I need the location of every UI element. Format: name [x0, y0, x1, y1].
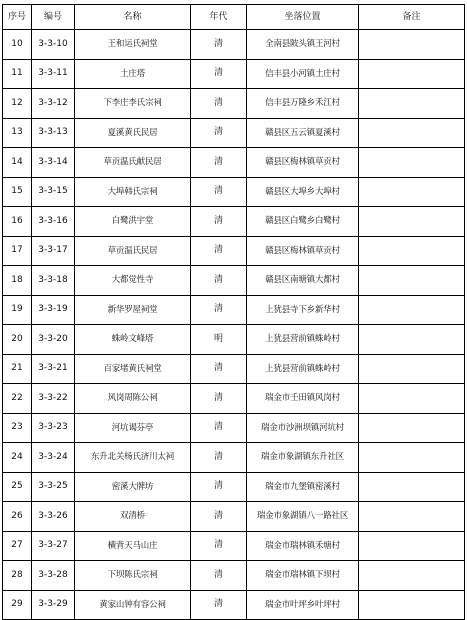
cell-remark — [359, 443, 465, 473]
cell-seq: 28 — [3, 561, 32, 591]
cell-location: 赣县区白鹭乡白鹭村 — [247, 207, 359, 237]
table-row — [3, 177, 465, 207]
cell-name: 下李庄李氏宗祠 — [75, 89, 191, 119]
cell-location: 上犹县寺下乡新华村 — [247, 295, 359, 325]
cell-name: 草贡温氏献民居 — [75, 148, 191, 178]
cell-remark — [359, 30, 465, 60]
cell-seq: 27 — [3, 531, 32, 561]
cell-seq: 18 — [3, 266, 32, 296]
cell-remark — [359, 472, 465, 502]
cell-location: 信丰县万隆乡禾江村 — [247, 89, 359, 119]
cell-era: 清 — [191, 148, 247, 178]
cell-era: 清 — [191, 384, 247, 414]
header-row — [3, 5, 465, 30]
cell-location: 瑞金市瑞林镇下坝村 — [247, 561, 359, 591]
cell-seq: 20 — [3, 325, 32, 355]
cell-era: 清 — [191, 89, 247, 119]
table-row — [3, 472, 465, 502]
cell-code: 3-3-19 — [32, 295, 75, 325]
cell-code: 3-3-20 — [32, 325, 75, 355]
cell-era: 清 — [191, 236, 247, 266]
cell-code: 3-3-28 — [32, 561, 75, 591]
cell-era: 清 — [191, 266, 247, 296]
cell-remark — [359, 561, 465, 591]
table-row — [3, 384, 465, 414]
cell-location: 赣县区大埠乡大埠村 — [247, 177, 359, 207]
cell-remark — [359, 590, 465, 620]
cell-remark — [359, 325, 465, 355]
cell-seq: 10 — [3, 30, 32, 60]
cell-remark — [359, 413, 465, 443]
cell-name: 白鹭洪宇堂 — [75, 207, 191, 237]
cell-name: 大埠韩氏宗祠 — [75, 177, 191, 207]
cell-era: 清 — [191, 590, 247, 620]
cell-remark — [359, 148, 465, 178]
cell-name: 大都觉性寺 — [75, 266, 191, 296]
cell-seq: 11 — [3, 59, 32, 89]
cell-seq: 21 — [3, 354, 32, 384]
cell-code: 3-3-18 — [32, 266, 75, 296]
table-row — [3, 590, 465, 620]
cell-remark — [359, 59, 465, 89]
cell-name: 夏溪黄氏民居 — [75, 118, 191, 148]
cell-name: 土庄塔 — [75, 59, 191, 89]
cell-location: 瑞金市壬田镇风岗村 — [247, 384, 359, 414]
cell-code: 3-3-21 — [32, 354, 75, 384]
header-era: 年代 — [191, 5, 247, 30]
cell-code: 3-3-22 — [32, 384, 75, 414]
cell-remark — [359, 354, 465, 384]
table-body — [3, 30, 465, 620]
table-row — [3, 354, 465, 384]
table-row — [3, 502, 465, 532]
cell-seq: 14 — [3, 148, 32, 178]
header-name: 名称 — [75, 5, 191, 30]
cell-name: 双清桥 — [75, 502, 191, 532]
cell-era: 清 — [191, 472, 247, 502]
cell-location: 全南县陂头镇王河村 — [247, 30, 359, 60]
table-row — [3, 325, 465, 355]
cell-seq: 19 — [3, 295, 32, 325]
cell-location: 赣县区五云镇夏溪村 — [247, 118, 359, 148]
cell-remark — [359, 384, 465, 414]
cell-remark — [359, 266, 465, 296]
cell-era: 清 — [191, 443, 247, 473]
table-row — [3, 531, 465, 561]
cell-era: 清 — [191, 413, 247, 443]
cell-location: 瑞金市象湖镇东升社区 — [247, 443, 359, 473]
table-row — [3, 295, 465, 325]
cell-remark — [359, 236, 465, 266]
cell-code: 3-3-15 — [32, 177, 75, 207]
cell-remark — [359, 177, 465, 207]
cell-code: 3-3-16 — [32, 207, 75, 237]
cell-remark — [359, 502, 465, 532]
cell-location: 上犹县营前镇蛛岭村 — [247, 325, 359, 355]
cell-code: 3-3-14 — [32, 148, 75, 178]
cell-code: 3-3-10 — [32, 30, 75, 60]
cell-seq: 24 — [3, 443, 32, 473]
cell-seq: 13 — [3, 118, 32, 148]
table-row — [3, 443, 465, 473]
cell-era: 清 — [191, 118, 247, 148]
cell-era: 明 — [191, 325, 247, 355]
cell-era: 清 — [191, 295, 247, 325]
cell-era: 清 — [191, 207, 247, 237]
cell-location: 瑞金市叶坪乡叶坪村 — [247, 590, 359, 620]
cell-location: 上犹县营前镇蛛岭村 — [247, 354, 359, 384]
header-remark: 备注 — [359, 5, 465, 30]
cell-code: 3-3-26 — [32, 502, 75, 532]
cell-name: 百家堵黄氏祠堂 — [75, 354, 191, 384]
cell-name: 横背天马山庄 — [75, 531, 191, 561]
cell-code: 3-3-13 — [32, 118, 75, 148]
cell-name: 蛛岭文峰塔 — [75, 325, 191, 355]
cell-seq: 17 — [3, 236, 32, 266]
cell-remark — [359, 531, 465, 561]
cell-code: 3-3-12 — [32, 89, 75, 119]
cell-location: 瑞金市沙洲坝镇河坑村 — [247, 413, 359, 443]
header-code: 编号 — [32, 5, 75, 30]
cell-location: 瑞金市象湖镇八一路社区 — [247, 502, 359, 532]
cell-era: 清 — [191, 30, 247, 60]
cell-code: 3-3-27 — [32, 531, 75, 561]
cell-seq: 15 — [3, 177, 32, 207]
cell-era: 清 — [191, 59, 247, 89]
cell-name: 下坝陈氏宗祠 — [75, 561, 191, 591]
cell-location: 瑞金市九堡镇密溪村 — [247, 472, 359, 502]
table-row — [3, 30, 465, 60]
cell-era: 清 — [191, 531, 247, 561]
heritage-table — [2, 4, 465, 620]
cell-location: 赣县区梅林镇草贡村 — [247, 236, 359, 266]
cell-code: 3-3-25 — [32, 472, 75, 502]
table-row — [3, 59, 465, 89]
cell-era: 清 — [191, 561, 247, 591]
cell-code: 3-3-11 — [32, 59, 75, 89]
cell-seq: 29 — [3, 590, 32, 620]
cell-era: 清 — [191, 502, 247, 532]
cell-location: 瑞金市瑞林镇禾塘村 — [247, 531, 359, 561]
cell-name: 新华罗屋祠堂 — [75, 295, 191, 325]
table-row — [3, 89, 465, 119]
header-seq: 序号 — [3, 5, 32, 30]
cell-seq: 16 — [3, 207, 32, 237]
cell-location: 信丰县小河镇土庄村 — [247, 59, 359, 89]
table-row — [3, 118, 465, 148]
cell-seq: 25 — [3, 472, 32, 502]
table-row — [3, 266, 465, 296]
cell-era: 清 — [191, 177, 247, 207]
cell-seq: 22 — [3, 384, 32, 414]
cell-name: 风岗周陈公祠 — [75, 384, 191, 414]
cell-seq: 26 — [3, 502, 32, 532]
table-row — [3, 207, 465, 237]
cell-remark — [359, 295, 465, 325]
cell-location: 赣县区南塘镇大都村 — [247, 266, 359, 296]
cell-code: 3-3-23 — [32, 413, 75, 443]
cell-code: 3-3-17 — [32, 236, 75, 266]
cell-remark — [359, 89, 465, 119]
cell-name: 东升北关杨氏济川太祠 — [75, 443, 191, 473]
cell-code: 3-3-29 — [32, 590, 75, 620]
cell-code: 3-3-24 — [32, 443, 75, 473]
cell-era: 清 — [191, 354, 247, 384]
cell-name: 河坑谒芬亭 — [75, 413, 191, 443]
cell-name: 黄家山钟有容公祠 — [75, 590, 191, 620]
cell-seq: 12 — [3, 89, 32, 119]
table-row — [3, 236, 465, 266]
table-row — [3, 561, 465, 591]
cell-remark — [359, 207, 465, 237]
cell-name: 草贡温氏民居 — [75, 236, 191, 266]
cell-name: 密溪大牌坊 — [75, 472, 191, 502]
cell-seq: 23 — [3, 413, 32, 443]
header-location: 坐落位置 — [247, 5, 359, 30]
cell-location: 赣县区梅林镇草贡村 — [247, 148, 359, 178]
cell-remark — [359, 118, 465, 148]
table-row — [3, 413, 465, 443]
table-row — [3, 148, 465, 178]
cell-name: 王和运氏祠堂 — [75, 30, 191, 60]
